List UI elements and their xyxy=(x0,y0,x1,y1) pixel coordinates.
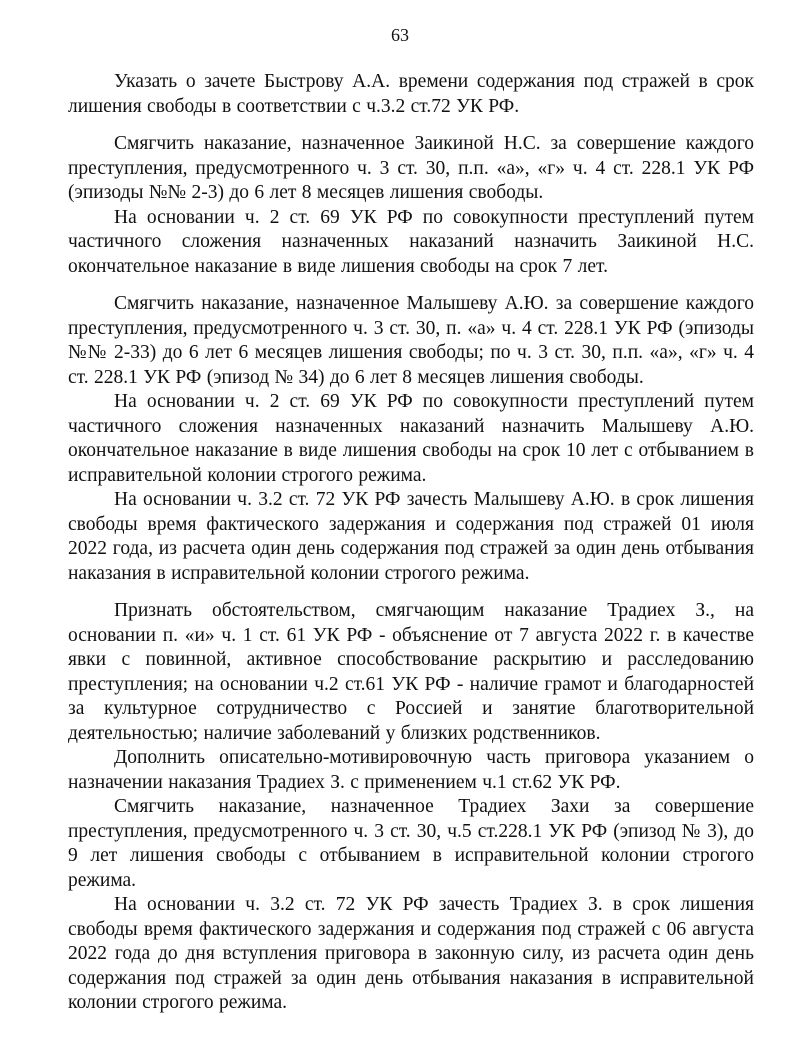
paragraph: На основании ч. 2 ст. 69 УК РФ по совокупности преступлений путем частичного сложения назначенных наказаний назначить Малышеву А.Ю. окончательное наказание в виде лишения свободы на срок 10 лет с отбыванием в исправительной колонии строгого режима. xyxy=(68,391,754,486)
document-body xyxy=(68,70,754,1016)
paragraph: Признать обстоятельством, смягчающим наказание Традиех З., на основании п. «и» ч. 1 ст. 61 УК РФ - объяснение от 7 августа 2022 г. в качестве явки с повинной, активное способствование раскрытию и расследованию преступления; на основании ч.2 ст.61 УК РФ - наличие грамот и благодарностей за культурное сотрудничество с Россией и занятие благотворительной деятельностью; наличие заболеваний у близких родственников. xyxy=(68,600,754,744)
paragraph: Указать о зачете Быстрову А.А. времени содержания под стражей в срок лишения свободы в соответствии с ч.3.2 ст.72 УК РФ. xyxy=(68,71,754,117)
paragraph: Дополнить описательно-мотивировочную часть приговора указанием о назначении наказания Традиех З. с применением ч.1 ст.62 УК РФ. xyxy=(68,747,754,793)
paragraph: На основании ч. 3.2 ст. 72 УК РФ зачесть Традиех З. в срок лишения свободы время фактического задержания и содержания под стражей с 06 августа 2022 года до дня вступления приговора в законную силу, из расчета один день содержания под стражей за один день отбывания наказания в исправительной колонии строгого режима. xyxy=(68,894,754,1013)
page-number: 63 xyxy=(391,25,409,45)
paragraph: Смягчить наказание, назначенное Заикиной Н.С. за совершение каждого преступления, предусмотренного ч. 3 ст. 30, п.п. «а», «г» ч. 4 ст. 228.1 УК РФ (эпизоды №№ 2-3) до 6 лет 8 месяцев лишения свободы. xyxy=(68,133,754,203)
paragraph: На основании ч. 2 ст. 69 УК РФ по совокупности преступлений путем частичного сложения назначенных наказаний назначить Заикиной Н.С. окончательное наказание в виде лишения свободы на срок 7 лет. xyxy=(68,206,754,277)
paragraph: Смягчить наказание, назначенное Малышеву А.Ю. за совершение каждого преступления, предусмотренного ч. 3 ст. 30, п. «а» ч. 4 ст. 228.1 УК РФ (эпизоды №№ 2-33) до 6 лет 6 месяцев лишения свободы; по ч. 3 ст. 30, п.п. «а», «г» ч. 4 ст. 228.1 УК РФ (эпизод № 34) до 6 лет 8 месяцев лишения свободы. xyxy=(68,293,754,388)
paragraph: Смягчить наказание, назначенное Традиех Захи за совершение преступления, предусмотренного ч. 3 ст. 30, ч.5 ст.228.1 УК РФ (эпизод № 3), до 9 лет лишения свободы с отбыванием в исправительной колонии строгого режима. xyxy=(68,796,754,891)
paragraph: На основании ч. 3.2 ст. 72 УК РФ зачесть Малышеву А.Ю. в срок лишения свободы время фактического задержания и содержания под стражей 01 июля 2022 года, из расчета один день содержания под стражей за один день отбывания наказания в исправительной колонии строгого режима. xyxy=(68,489,754,584)
